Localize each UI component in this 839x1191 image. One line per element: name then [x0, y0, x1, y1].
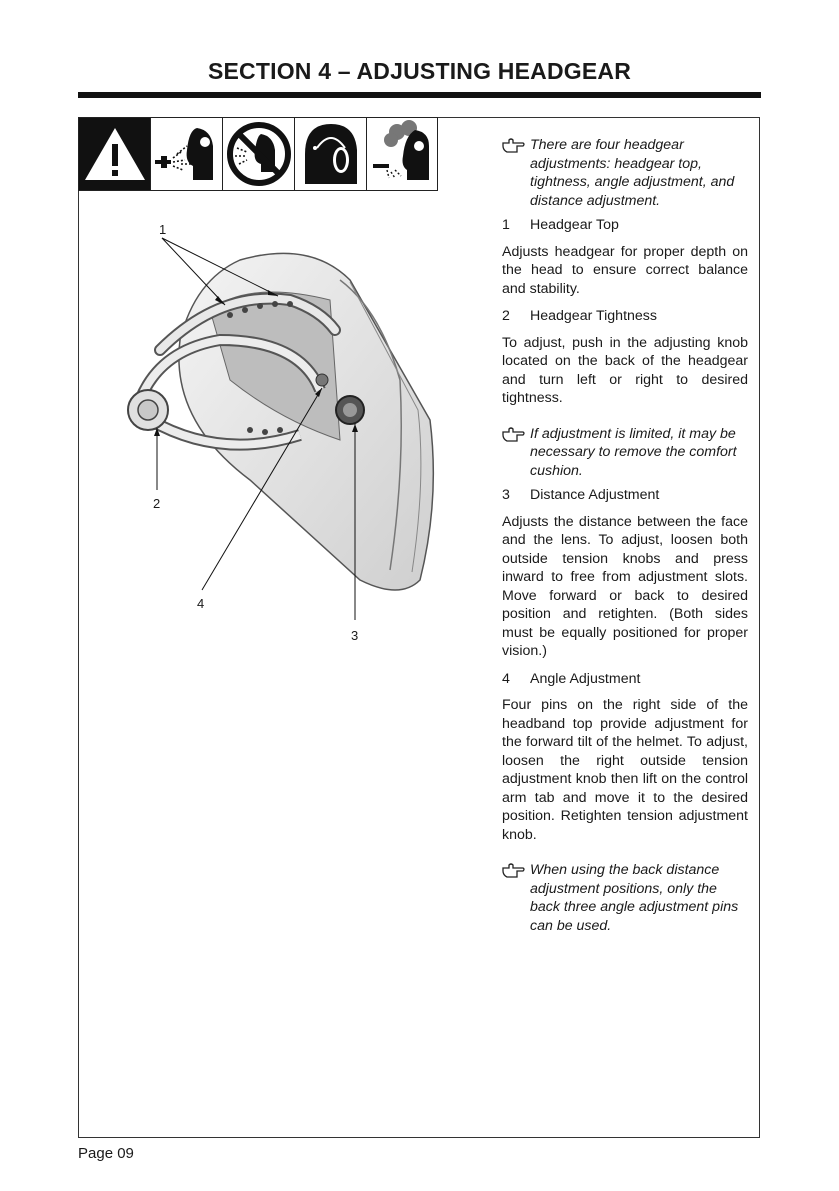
callout-1: 1	[159, 222, 167, 237]
note-text: When using the back distance adjustment positions, only the back three angle adjustment pins can be used.	[530, 862, 739, 934]
paragraph: To adjust, push in the adjusting knob located on the back of the headgear and turn left or right to desired tightness.	[502, 334, 748, 406]
hearing-protection-icon	[295, 118, 367, 190]
item-number: 3	[502, 487, 510, 503]
item-label: Headgear Top	[530, 217, 619, 233]
fumes-icon	[367, 118, 437, 190]
paragraph: Four pins on the right side of the headband top provide adjustment for the forward tilt of the helmet. To adjust, loosen the right outside tension adjustment knob then lift on the control arm tab and move it to the desired position. Retighten tension adjustment knob.	[502, 697, 748, 843]
no-face-exposure-icon	[223, 118, 295, 190]
note-text: If adjustment is limited, it may be necessary to remove the comfort cushion.	[530, 425, 737, 479]
callout-4: 4	[197, 596, 205, 611]
note-block	[502, 136, 748, 210]
note-text: There are four headgear adjustments: headgear top, tightness, angle adjustment, and distance adjustment.	[530, 137, 735, 209]
callout-3: 3	[351, 628, 359, 643]
pointing-hand-icon	[502, 426, 526, 442]
item-number: 2	[502, 308, 510, 324]
item-heading	[502, 670, 748, 689]
paragraph: Adjusts the distance between the face and the lens. To adjust, loosen both outside tension knobs and press inward to free from adjustment slots. Move forward or back to desired position and retighten. (Both sides must be equally positioned for proper vision.)	[502, 513, 748, 659]
item-heading	[502, 216, 748, 235]
item-label: Angle Adjustment	[530, 670, 641, 687]
pointing-hand-icon	[502, 137, 526, 153]
pointing-hand-icon	[502, 862, 526, 878]
item-label: Distance Adjustment	[530, 487, 660, 503]
title-rule	[78, 92, 761, 98]
arc-rays-icon	[151, 118, 223, 190]
note-block	[502, 425, 748, 481]
callout-2: 2	[153, 496, 161, 511]
note-block	[502, 861, 748, 935]
item-label: Headgear Tightness	[530, 308, 657, 324]
item-number: 1	[502, 217, 510, 233]
helmet-figure	[100, 220, 460, 660]
text-column	[502, 136, 748, 941]
paragraph: Adjusts headgear for proper depth on the head to ensure correct balance and stability.	[502, 243, 748, 297]
item-number: 4	[502, 670, 510, 687]
warning-triangle-icon	[79, 118, 151, 190]
warning-strip	[78, 117, 438, 191]
item-heading	[502, 307, 748, 326]
page-number: Page 09	[78, 1145, 134, 1162]
item-heading	[502, 486, 748, 505]
page-title: SECTION 4 – ADJUSTING HEADGEAR	[207, 58, 632, 84]
